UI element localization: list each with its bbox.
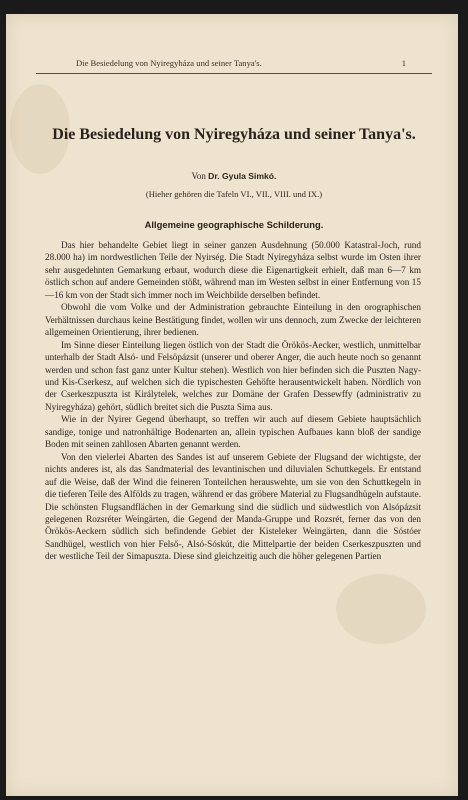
header-rule — [36, 73, 432, 74]
running-head-title: Die Besiedelung von Nyiregyháza und seiner Tanya's. — [76, 58, 262, 68]
author-name: Dr. Gyula Simkó. — [208, 171, 277, 181]
page-number: 1 — [401, 58, 406, 68]
body-text — [45, 239, 421, 563]
article-title: Die Besiedelung von Nyiregyháza und seiner Tanya's. — [52, 126, 416, 143]
paragraph: Wie in der Nyirer Gegend überhaupt, so treffen wir auch auf diesem Gebiete hauptsächlich sandige, tonige und natronhältige Bodenarten an, allein typischen Aufbaues kann bloß der sandige Boden mit seinen zahllosen Abarten genannt werden. — [45, 414, 421, 450]
author-prefix: Von — [191, 171, 206, 181]
section-heading: Allgemeine geographische Schilderung. — [144, 219, 324, 230]
paper-stain — [336, 574, 426, 644]
paragraph: Das hier behandelte Gebiet liegt in seiner ganzen Ausdehnung (50.000 Katastral-Joch, rund 28.000 ha) im nordwestlichen Teile der Nyirség. Die Stadt Nyiregyháza selbst wurde im Osten ihrer sehr ausgedehnten Gemarkung erbaut, wodurch diese die Eigenartigkeit erhielt, daß man 6—7 km östlich schon auf andere Gemeinden stößt, während man im Westen selbst in einer Entfernung von 15—16 km von der Stadt sich immer noch im Weichbilde derselben befindet. — [45, 240, 421, 300]
paragraph: Von den vielerlei Abarten des Sandes ist auf unserem Gebiete der Flugsand der wichtigste, der nichts anderes ist, als das Sandmaterial des levantinischen und diluvialen Schuttkegels. Er entstand auf die Weise, daß der Wind die feineren Tonteilchen herauswehte, um sie von den Schuttkegeln in die tieferen Teile des Alfölds zu tragen, während er das gröbere Material zu Flugsandhügeln aufstaute. Die schönsten Flugsandflächen in der Gemarkung sind die südlich und südwestlich von Alsópázsit gelegenen Rozsréter Weingärten, die Gegend der Manda-Gruppe und Rozsrét, ferner das von den Örökös-Aeckern südlich sich befindende Gebiet der Kisteleker Weingärten, dann die Sóstóer Sandhügel, westlich von hier Felső-, Alsó-Sóskút, die Mittelpartie der beiden Cserkeszpuszten und der westliche Teil der Simapuszta. Diese sind gleichzeitig auch die höher gelegenen Partien — [45, 451, 421, 562]
paragraph: Im Sinne dieser Einteilung liegen östlich von der Stadt die Örökös-Aecker, westlich, unmittelbar unterhalb der Stadt Alsó- und Felsöpázsit (unserer und oberer Anger, die auch heute noch so genannt werden und schon fast ganz unter Kultur stehen). Westlich von hier befinden sich die Puszten Nagy- und Kis-Cserkesz, auf welchen sich die typischesten Gehöfte herausentwickelt haben. Nördlich von der Cserkeszpuszta ist Királytelek, welches zur Domäne der Grafen Dessewffy (administrativ zu Nyiregyháza) gehört, südlich breitet sich die Puszta Sima aus. — [45, 339, 421, 412]
paragraph: Obwohl die vom Volke und der Administration gebrauchte Einteilung in den orographischen Verhältnissen durchaus keine Bestätigung findet, wollen wir uns dennoch, zum Zwecke der leichteren allgemeinen Orientierung, ihrer bedienen. — [45, 302, 421, 338]
author-line — [0, 171, 468, 181]
plates-note: (Hieher gehören die Tafeln VI., VII., VIII. und IX.) — [145, 189, 323, 199]
